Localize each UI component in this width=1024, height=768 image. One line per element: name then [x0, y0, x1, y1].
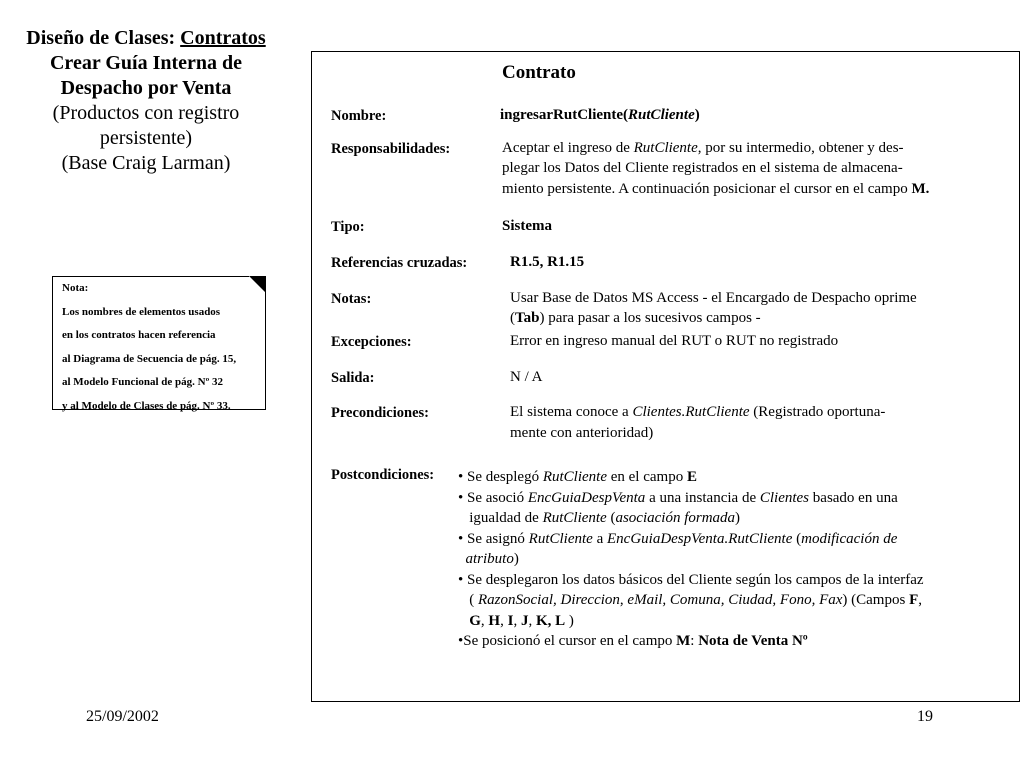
- note-line: y al Modelo de Clases de pág. Nº 33.: [62, 399, 231, 412]
- referencias-label: Referencias cruzadas:: [331, 255, 468, 271]
- post-item: • Se desplegaron los datos básicos del Cliente según los campos de la interfaz: [458, 571, 924, 588]
- note-line: al Diagrama de Secuencia de pág. 15,: [62, 352, 237, 365]
- precondiciones-label: Precondiciones:: [331, 405, 429, 421]
- responsabilidades-line-1: [502, 138, 904, 159]
- slide-title: [4, 26, 288, 176]
- post-item-continuation: ( RazonSocial, Direccion, eMail, Comuna, Ciudad, Fono, Fax) (Campos F,: [458, 592, 922, 608]
- note-box: [52, 276, 266, 410]
- salida-label: Salida:: [331, 370, 375, 386]
- note-line: Nota:: [62, 282, 89, 294]
- note-line: Los nombres de elementos usados: [62, 305, 221, 318]
- resp-bold: M.: [911, 181, 930, 197]
- title-line-1: [4, 26, 288, 51]
- post-item: •Se posicionó el cursor en el campo M: Nota de Venta Nº: [458, 633, 808, 649]
- tipo-value: Sistema: [502, 218, 552, 234]
- nombre-value-prefix: ingresarRutCliente(: [500, 107, 629, 123]
- post-item-continuation: atributo): [458, 551, 519, 567]
- resp-italic: RutCliente: [633, 140, 698, 156]
- title-underlined: Contratos: [180, 27, 266, 49]
- notas-line-2: [510, 308, 761, 329]
- post-item: • Se asignó RutCliente a EncGuiaDespVenta.RutCliente (modificación de: [458, 530, 898, 547]
- nombre-label: Nombre:: [331, 108, 387, 124]
- pre-text: El sistema conoce a: [510, 404, 633, 420]
- title-line-3: Despacho por Venta: [60, 77, 232, 99]
- post-item-continuation: G, H, I, J, K, L ): [469, 612, 574, 629]
- excepciones-value: Error en ingreso manual del RUT o RUT no registrado: [510, 333, 839, 349]
- nombre-value-suffix: ): [694, 107, 700, 123]
- tipo-label: Tipo:: [331, 219, 365, 235]
- contract-heading: Contrato: [502, 62, 576, 83]
- note-line: en los contratos hacen referencia: [62, 329, 216, 342]
- notas-text: (: [510, 310, 515, 326]
- resp-text: miento persistente. A continuación posicionar el cursor en el campo: [502, 181, 912, 197]
- referencias-value: R1.5, R1.15: [510, 254, 585, 270]
- post-item: • Se desplegó RutCliente en el campo E: [458, 469, 697, 485]
- responsabilidades-line-3: [502, 179, 929, 200]
- title-line-2: Crear Guía Interna de: [49, 52, 243, 74]
- excepciones-label: Excepciones:: [331, 334, 412, 350]
- post-item-continuation: igualdad de RutCliente (asociación formada): [458, 510, 741, 526]
- note-fold-corner-icon: [249, 276, 266, 293]
- post-item: • Se asoció EncGuiaDespVenta a una instancia de Clientes basado en una: [458, 489, 898, 506]
- pre-text: (Registrado oportuna-: [749, 404, 886, 420]
- footer-date: 25/09/2002: [86, 708, 159, 725]
- precondiciones-line-2: mente con anterioridad): [510, 425, 654, 441]
- notas-label: Notas:: [331, 291, 372, 307]
- contract-box: [311, 51, 1020, 702]
- resp-text: , por su intermedio, obtener y des-: [697, 140, 904, 156]
- postcondiciones-list: [458, 467, 924, 652]
- resp-text: Aceptar el ingreso de: [502, 140, 634, 156]
- notas-bold: Tab: [515, 310, 540, 326]
- pre-italic: Clientes.RutCliente: [632, 404, 750, 420]
- title-line-6: (Base Craig Larman): [61, 152, 231, 174]
- title-line-5: persistente): [99, 127, 193, 149]
- salida-value: N / A: [510, 369, 543, 385]
- nombre-value: [500, 105, 700, 126]
- nombre-value-italic: RutCliente: [628, 107, 695, 123]
- precondiciones-line-1: [510, 402, 885, 423]
- title-line-4: (Productos con registro: [52, 102, 240, 124]
- responsabilidades-line-2: plegar los Datos del Cliente registrados en el sistema de almacena-: [502, 160, 903, 176]
- title-prefix: Diseño de Clases:: [26, 27, 181, 49]
- postcondiciones-label: Postcondiciones:: [331, 467, 435, 483]
- responsabilidades-label: Responsabilidades:: [331, 141, 451, 157]
- notas-line-1: Usar Base de Datos MS Access - el Encargado de Despacho oprime: [510, 290, 917, 306]
- note-line: al Modelo Funcional de pág. Nº 32: [62, 376, 224, 389]
- footer-page-number: 19: [917, 708, 933, 725]
- notas-text: ) para pasar a los sucesivos campos -: [539, 310, 761, 326]
